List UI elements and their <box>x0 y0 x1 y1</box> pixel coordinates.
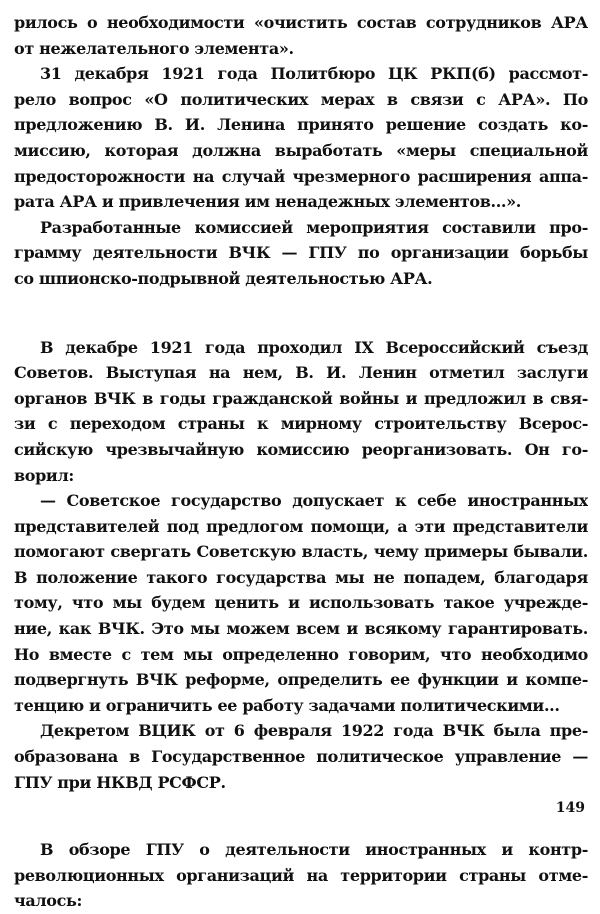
text-line: тенцию и ограничить ее работу задачами политическими... <box>14 695 560 715</box>
text-line: от нежелательного элемента». <box>14 38 294 58</box>
paragraph <box>14 335 588 489</box>
text-line: революционных организаций на территории страны отме- <box>14 865 588 885</box>
text-line: Разработанные комиссией мероприятия составили про- <box>40 217 588 237</box>
text-line: ворил: <box>14 465 74 485</box>
text-line: образована в Государственное политическое управление — <box>14 747 588 767</box>
text-line: грамму деятельности ВЧК — ГПУ по организации борьбы <box>14 243 588 263</box>
text-line: со шпионско-подрывной деятельностью АРА. <box>14 268 433 288</box>
text-line: 31 декабря 1921 года Политбюро ЦК РКП(б) рассмот- <box>40 64 588 84</box>
text-line: сийскую чрезвычайную комиссию реорганизовать. Он го- <box>14 439 588 459</box>
page-body <box>14 10 588 914</box>
text-line: — Советское государство допускает к себе иностранных <box>40 491 588 511</box>
quote-paragraph <box>14 488 588 718</box>
text-line: предосторожности на случай чрезмерного расширения аппа- <box>14 166 588 186</box>
text-line: чалось: <box>14 891 83 911</box>
text-line: рилось о необходимости «очистить состав сотрудников АРА <box>14 13 588 32</box>
text-line: В декабре 1921 года проходил IX Всероссийский съезд <box>40 337 588 357</box>
text-line: предложению В. И. Ленина принято решение создать ко- <box>14 115 588 135</box>
text-line: тому, что мы будем ценить и использовать такое учрежде- <box>14 593 588 613</box>
text-line: зи с переходом страны к мирному строительству Всерос- <box>14 414 588 434</box>
text-line: миссию, которая должна выработать «меры специальной <box>14 140 588 160</box>
text-line: ГПУ при НКВД РСФСР. <box>14 772 226 792</box>
text-line: ние, как ВЧК. Это мы можем всем и всякому гарантировать. <box>14 619 588 639</box>
text-line: рата АРА и привлечения им ненадежных элементов...». <box>14 192 522 212</box>
text-line: подвергнуть ВЧК реформе, определить ее функции и компе- <box>14 670 588 690</box>
paragraph <box>14 10 588 61</box>
text-line: помогают свергать Советскую власть, чему примеры бывали. <box>14 542 588 562</box>
paragraph <box>14 837 588 914</box>
paragraph <box>14 718 588 795</box>
text-line: В обзоре ГПУ о деятельности иностранных и контр- <box>40 840 588 860</box>
text-line: органов ВЧК в годы гражданской войны и предложил в свя- <box>14 388 588 408</box>
paragraph <box>14 61 588 215</box>
text-line: В положение такого государства мы не попадем, благодаря <box>14 567 588 587</box>
page-number: 149 <box>555 800 585 816</box>
text-line: представителей под предлогом помощи, а эти представители <box>14 516 588 536</box>
text-line: Советов. Выступая на нем, В. И. Ленин отметил заслуги <box>14 363 588 383</box>
section-gap <box>14 292 588 335</box>
text-line: рело вопрос «О политических мерах в связи с АРА». По <box>14 89 588 109</box>
text-line: Декретом ВЦИК от 6 февраля 1922 года ВЧК была пре- <box>40 721 588 741</box>
paragraph <box>14 215 588 292</box>
text-line: Но вместе с тем мы определенно говорим, что необходимо <box>14 644 588 664</box>
